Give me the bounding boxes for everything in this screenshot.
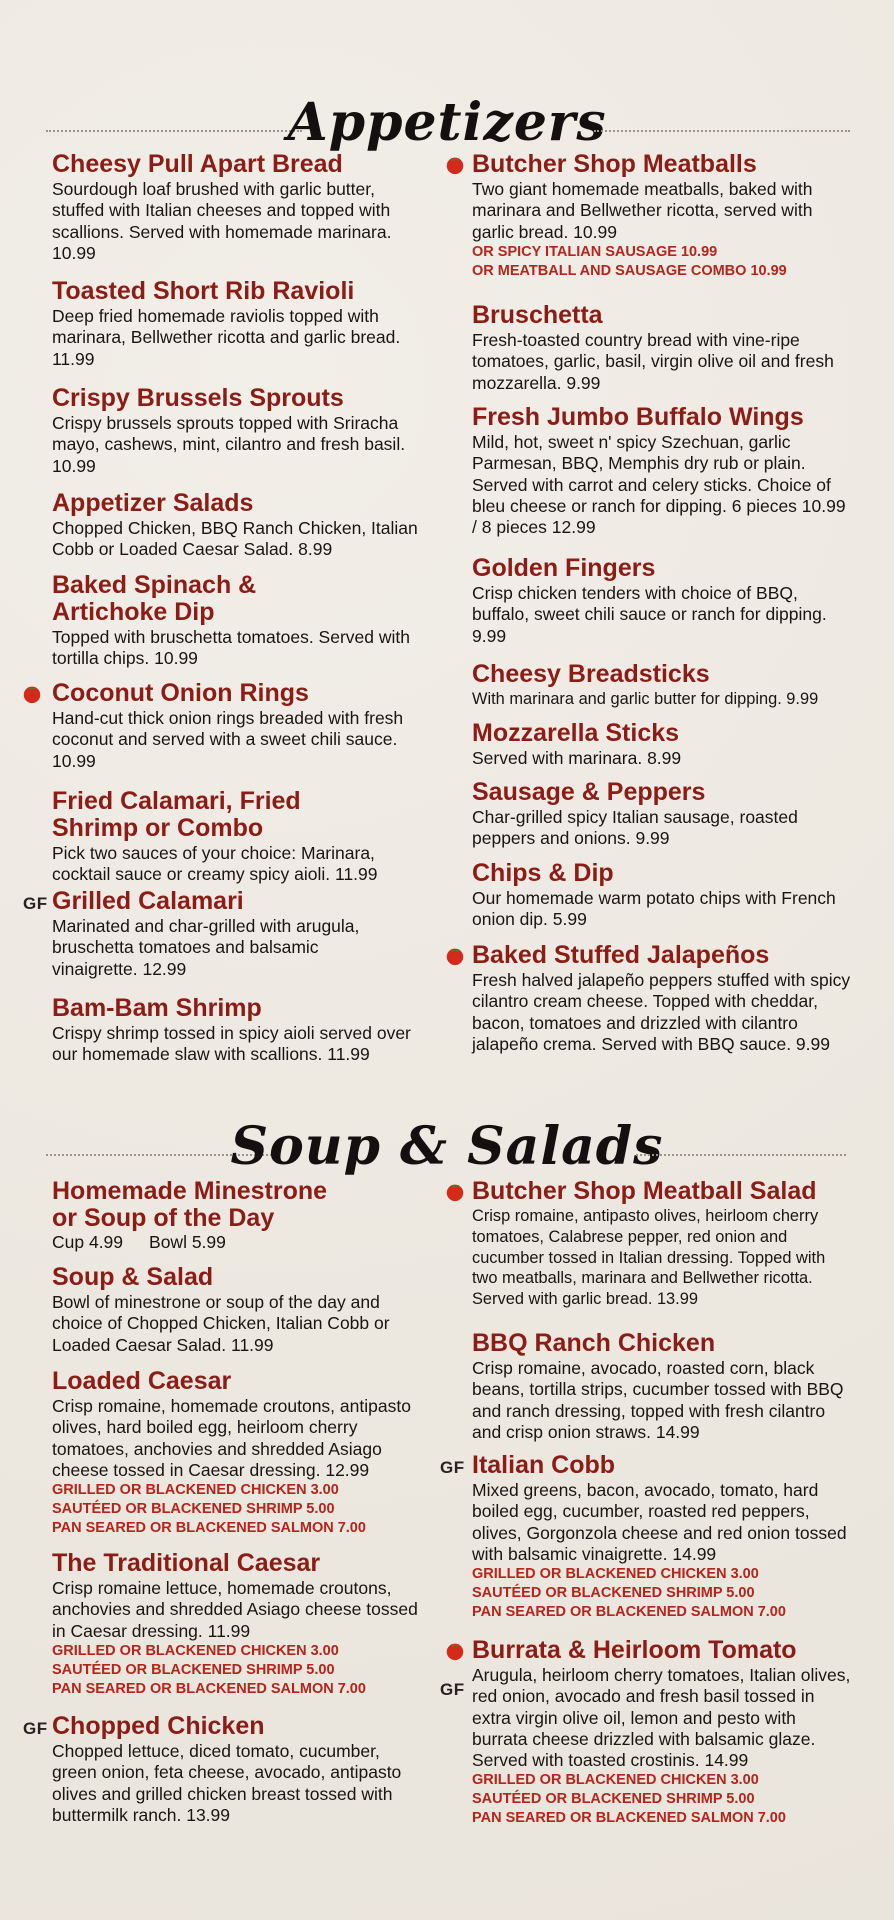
item-addon: GRILLED OR BLACKENED CHICKEN 3.00 xyxy=(472,1772,759,1789)
item-name: The Traditional Caesar xyxy=(52,1549,321,1577)
item-desc: Sourdough loaf brushed with garlic butter, stuffed with Italian cheeses and topped with scallions. Served with homemade marinara. 10.99 xyxy=(52,179,392,263)
item-name: Cheesy Breadsticks xyxy=(472,660,710,688)
item-desc: Crisp romaine lettuce, homemade croutons, anchovies and shredded Asiago cheese tossed in Caesar dressing. 11.99 xyxy=(52,1578,418,1641)
menu-item xyxy=(52,1550,424,1699)
item-name: Chips & Dip xyxy=(472,859,614,887)
menu-item xyxy=(472,404,852,538)
item-desc: Mild, hot, sweet n' spicy Szechuan, garlic Parmesan, BBQ, Memphis dry rub or plain. Served with carrot and celery sticks. Choice of bleu cheese or ranch for dipping. 6 pieces 10.99 / 8 pieces 12.99 xyxy=(472,432,846,538)
gluten-free-label: GF xyxy=(440,1458,465,1477)
item-addon: PAN SEARED OR BLACKENED SALMON 7.00 xyxy=(472,1810,786,1827)
item-desc: Hand-cut thick onion rings breaded with fresh coconut and served with a sweet chili sauce. 10.99 xyxy=(52,708,404,771)
item-name: Crispy Brussels Sprouts xyxy=(52,384,344,412)
menu-item xyxy=(472,1637,852,1828)
item-desc: Crispy brussels sprouts topped with Sriracha mayo, cashews, mint, cilantro and fresh basil. 10.99 xyxy=(52,413,406,476)
item-name: BBQ Ranch Chicken xyxy=(472,1329,716,1357)
menu-item xyxy=(52,571,410,670)
item-addon: PAN SEARED OR BLACKENED SALMON 7.00 xyxy=(52,1520,366,1537)
item-addon: SAUTÉED OR BLACKENED SHRIMP 5.00 xyxy=(52,1661,335,1678)
menu-item xyxy=(472,942,852,1055)
item-addon: PAN SEARED OR BLACKENED SALMON 7.00 xyxy=(52,1680,366,1697)
header-dots-right xyxy=(594,130,850,132)
item-desc: With marinara and garlic butter for dipping. 9.99 xyxy=(472,690,819,708)
cup-price: Cup 4.99 xyxy=(52,1232,124,1252)
item-desc: Arugula, heirloom cherry tomatoes, Italian olives, red onion, avocado and fresh basil tossed in extra virgin olive oil, lemon and pesto with burrata cheese drizzled with balsamic glaze. Served with toasted crostinis. 14.99 xyxy=(472,1665,851,1771)
item-desc: Crispy shrimp tossed in spicy aioli served over our homemade slaw with scallions. 11.99 xyxy=(52,1023,411,1065)
item-desc: Topped with bruschetta tomatoes. Served with tortilla chips. 10.99 xyxy=(52,627,410,669)
item-name: Appetizer Salads xyxy=(52,489,254,517)
item-addon: PAN SEARED OR BLACKENED SALMON 7.00 xyxy=(472,1604,786,1621)
menu-item xyxy=(472,661,852,710)
menu-item xyxy=(472,1330,852,1443)
menu-item xyxy=(472,860,852,931)
tomato-icon xyxy=(444,153,466,175)
item-desc: Our homemade warm potato chips with French onion dip. 5.99 xyxy=(472,888,836,930)
menu-item xyxy=(52,490,424,561)
item-desc: Mixed greens, bacon, avocado, tomato, hard boiled egg, cucumber, roasted red peppers, olives, Gorgonzola cheese and red onion tossed with balsamic vinaigrette. 14.99 xyxy=(472,1480,847,1564)
item-name: Fried Calamari, Fried Shrimp or Combo xyxy=(52,787,301,842)
item-addon: GRILLED OR BLACKENED CHICKEN 3.00 xyxy=(472,1566,759,1583)
item-desc: Marinated and char-grilled with arugula, bruschetta tomatoes and balsamic vinaigrette. 12.99 xyxy=(52,916,360,979)
item-name: Mozzarella Sticks xyxy=(472,719,680,747)
menu-item xyxy=(52,1264,424,1356)
item-name: Homemade Minestrone or Soup of the Day xyxy=(52,1177,328,1232)
bowl-price: Bowl 5.99 xyxy=(149,1232,226,1252)
gluten-free-label: GF xyxy=(440,1680,465,1699)
tomato-icon xyxy=(444,1639,466,1661)
item-name: Butcher Shop Meatball Salad xyxy=(472,1177,817,1205)
menu-item xyxy=(52,1178,352,1253)
item-addon: SAUTÉED OR BLACKENED SHRIMP 5.00 xyxy=(472,1791,755,1808)
item-desc: Char-grilled spicy Italian sausage, roasted peppers and onions. 9.99 xyxy=(472,807,798,849)
menu-item xyxy=(52,1368,424,1538)
menu-item xyxy=(52,151,424,264)
item-prices xyxy=(52,1232,352,1253)
item-desc: Deep fried homemade raviolis topped with marinara, Bellwether ricotta and garlic bread. 11.99 xyxy=(52,306,401,369)
item-name: Grilled Calamari xyxy=(52,887,244,915)
item-name: Italian Cobb xyxy=(472,1451,616,1479)
item-desc: Crisp chicken tenders with choice of BBQ, buffalo, sweet chili sauce or ranch for dipping. 9.99 xyxy=(472,583,827,646)
item-name: Soup & Salad xyxy=(52,1263,214,1291)
item-name: Baked Spinach & Artichoke Dip xyxy=(52,571,257,626)
item-name: Coconut Onion Rings xyxy=(52,679,309,707)
menu-item xyxy=(472,1452,852,1622)
menu-item xyxy=(472,555,852,647)
item-name: Cheesy Pull Apart Bread xyxy=(52,150,343,178)
item-name: Sausage & Peppers xyxy=(472,778,706,806)
item-desc: Chopped Chicken, BBQ Ranch Chicken, Italian Cobb or Loaded Caesar Salad. 8.99 xyxy=(52,518,418,560)
gluten-free-label: GF xyxy=(23,894,48,913)
item-name: Chopped Chicken xyxy=(52,1712,265,1740)
gluten-free-label: GF xyxy=(23,1719,48,1738)
item-desc: Crisp romaine, homemade croutons, antipasto olives, hard boiled egg, heirloom cherry tomatoes, anchovies and shredded Asiago cheese tossed in Caesar dressing. 12.99 xyxy=(52,1396,411,1480)
menu-item xyxy=(472,302,852,394)
item-desc: Fresh-toasted country bread with vine-ripe tomatoes, garlic, basil, virgin olive oil and fresh mozzarella. 9.99 xyxy=(472,330,834,393)
item-desc: Served with marinara. 8.99 xyxy=(472,748,682,768)
item-addon: SAUTÉED OR BLACKENED SHRIMP 5.00 xyxy=(472,1585,755,1602)
item-desc: Chopped lettuce, diced tomato, cucumber, green onion, feta cheese, avocado, antipasto olives and grilled chicken breast tossed with buttermilk ranch. 13.99 xyxy=(52,1741,402,1825)
header-dots-right xyxy=(636,1154,846,1156)
item-desc: Crisp romaine, antipasto olives, heirloom cherry tomatoes, Calabrese pepper, red onion and cucumber tossed in Italian dressing. Topped with two meatballs, marinara and Bellwether ricotta. Served with garlic bread. 13.99 xyxy=(472,1207,826,1309)
item-desc: Crisp romaine, avocado, roasted corn, black beans, tortilla strips, cucumber tossed with BBQ and ranch dressing, topped with fresh cilantro and crisp onion straws. 14.99 xyxy=(472,1358,844,1442)
item-name: Toasted Short Rib Ravioli xyxy=(52,277,355,305)
menu-item xyxy=(52,385,424,477)
menu-item xyxy=(52,680,424,772)
item-name: Loaded Caesar xyxy=(52,1367,232,1395)
menu-item xyxy=(472,1178,852,1310)
soups-title: Soup & Salads xyxy=(230,1116,664,1177)
item-name: Golden Fingers xyxy=(472,554,656,582)
item-addon: GRILLED OR BLACKENED CHICKEN 3.00 xyxy=(52,1642,339,1659)
menu-item xyxy=(52,278,424,370)
menu-item xyxy=(472,151,852,281)
item-name: Bruschetta xyxy=(472,301,603,329)
tomato-icon xyxy=(444,944,466,966)
item-addon: OR MEATBALL AND SAUSAGE COMBO 10.99 xyxy=(472,262,787,279)
item-desc: Pick two sauces of your choice: Marinara, cocktail sauce or creamy spicy aioli. 11.99 xyxy=(52,843,378,885)
menu-item xyxy=(472,720,852,769)
item-name: Bam-Bam Shrimp xyxy=(52,994,262,1022)
menu-item xyxy=(52,787,378,886)
item-addon: GRILLED OR BLACKENED CHICKEN 3.00 xyxy=(52,1482,339,1499)
menu-item xyxy=(52,995,424,1066)
appetizers-title: Appetizers xyxy=(287,92,607,153)
item-name: Fresh Jumbo Buffalo Wings xyxy=(472,403,804,431)
item-desc: Fresh halved jalapeño peppers stuffed with spicy cilantro cream cheese. Topped with cheddar, bacon, tomatoes and drizzled with cilantro jalapeño crema. Served with BBQ sauce. 9.99 xyxy=(472,970,851,1054)
tomato-icon xyxy=(444,1180,466,1202)
item-name: Burrata & Heirloom Tomato xyxy=(472,1636,797,1664)
item-desc: Two giant homemade meatballs, baked with marinara and Bellwether ricotta, served with garlic bread. 10.99 xyxy=(472,179,813,242)
tomato-icon xyxy=(21,682,43,704)
item-name: Baked Stuffed Jalapeños xyxy=(472,941,770,969)
menu-item xyxy=(52,1713,424,1826)
item-addon: OR SPICY ITALIAN SAUSAGE 10.99 xyxy=(472,243,718,260)
item-desc: Bowl of minestrone or soup of the day and choice of Chopped Chicken, Italian Cobb or Loaded Caesar Salad. 11.99 xyxy=(52,1292,390,1355)
menu-item xyxy=(472,779,852,850)
item-name: Butcher Shop Meatballs xyxy=(472,150,757,178)
item-addon: SAUTÉED OR BLACKENED SHRIMP 5.00 xyxy=(52,1501,335,1518)
menu-item xyxy=(52,888,392,980)
